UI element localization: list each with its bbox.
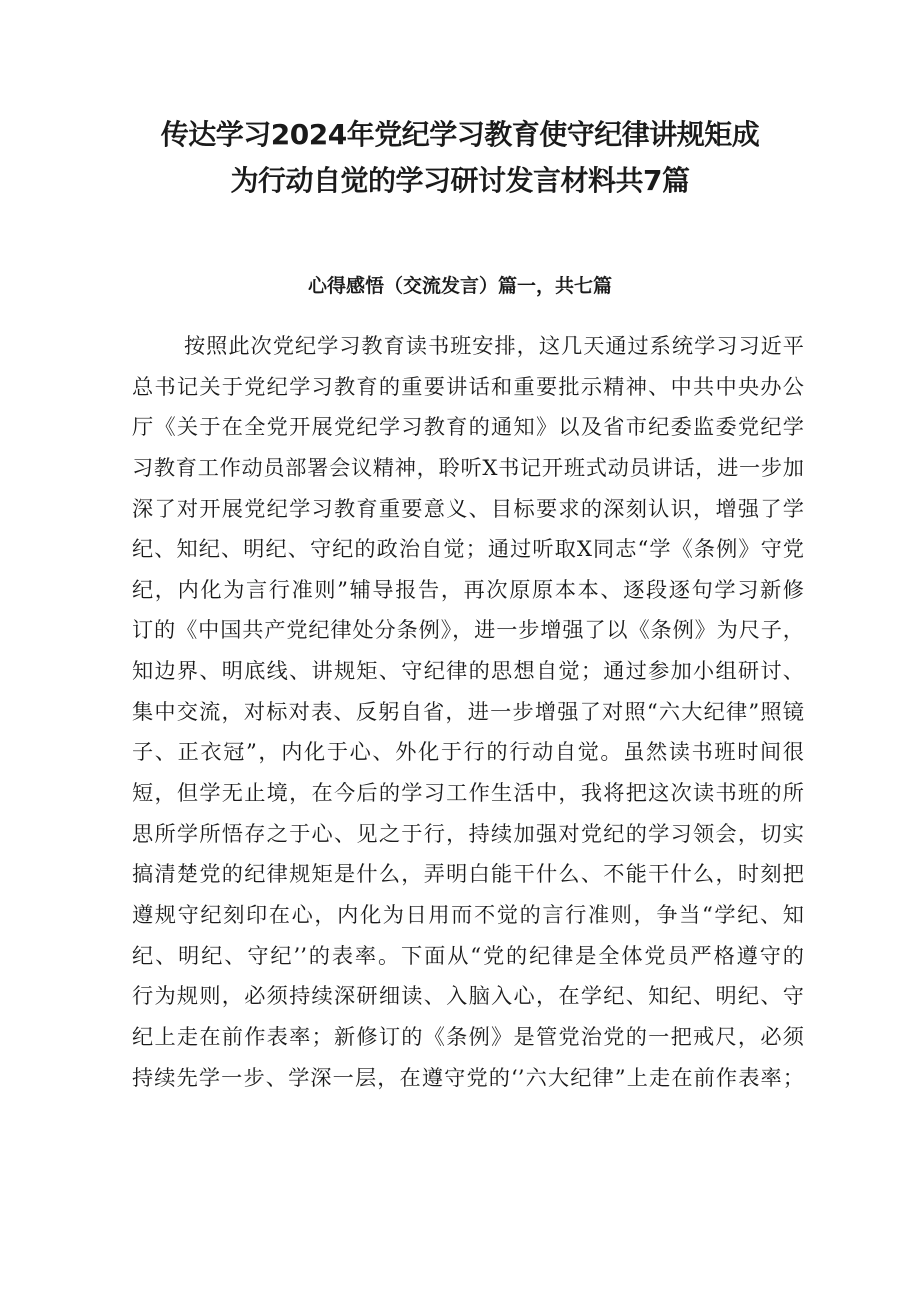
title-line-2: 为行动自觉的学习研讨发言材料共7篇 bbox=[230, 164, 690, 197]
paragraph-line: 思所学所悟存之于心、见之于行，持续加强对党纪的学习领会，切实 bbox=[132, 820, 804, 846]
paragraph-line: 知边界、明底线、讲规矩、守纪律的思想自觉；通过参加小组研讨、 bbox=[132, 658, 804, 684]
body-paragraph bbox=[132, 326, 804, 1098]
paragraph-line: 短，但学无止境，在今后的学习工作生活中，我将把这次读书班的所 bbox=[132, 780, 804, 806]
paragraph-line: 深了对开展党纪学习教育重要意义、目标要求的深刻认识，增强了学 bbox=[132, 495, 804, 521]
paragraph-line: 遵规守纪刻印在心，内化为日用而不觉的言行准则，争当“学纪、知 bbox=[132, 901, 804, 927]
paragraph-line: 总书记关于党纪学习教育的重要讲话和重要批示精神、中共中央办公 bbox=[132, 373, 804, 399]
paragraph-line: 持续先学一步、学深一层，在遵守党的‘’六大纪律”上走在前作表率； bbox=[132, 1064, 804, 1090]
paragraph-line: 按照此次党纪学习教育读书班安排，这几天通过系统学习习近平 bbox=[184, 333, 804, 358]
paragraph-line: 纪，内化为言行准则”辅导报告，再次原原本本、逐段逐句学习新修 bbox=[132, 576, 804, 602]
section-heading: 心得感悟（交流发言）篇一，共七篇 bbox=[307, 275, 612, 297]
paragraph-line: 搞清楚党的纪律规矩是什么，弄明白能干什么、不能干什么，时刻把 bbox=[132, 861, 804, 887]
paragraph-line: 纪、知纪、明纪、守纪的政治自觉；通过听取X同志“学《条例》守党 bbox=[132, 536, 804, 562]
paragraph-line: 纪上走在前作表率；新修订的《条例》是管党治党的一把戒尺，必须 bbox=[132, 1023, 804, 1049]
paragraph-line: 子、正衣冠”，内化于心、外化于行的行动自觉。虽然读书班时间很 bbox=[132, 739, 804, 765]
paragraph-line: 纪、明纪、守纪’’的表率。下面从“党的纪律是全体党员严格遵守的 bbox=[132, 942, 804, 968]
title-line-1: 传达学习2024年党纪学习教育使守纪律讲规矩成 bbox=[160, 118, 760, 151]
paragraph-line: 行为规则，必须持续深研细读、入脑入心，在学纪、知纪、明纪、守 bbox=[132, 983, 804, 1009]
document-title bbox=[140, 112, 780, 204]
paragraph-line: 订的《中国共产党纪律处分条例》，进一步增强了以《条例》为尺子， bbox=[132, 617, 804, 643]
paragraph-line: 厅《关于在全党开展党纪学习教育的通知》以及省市纪委监委党纪学 bbox=[132, 414, 804, 440]
paragraph-line: 习教育工作动员部署会议精神，聆听X书记开班式动员讲话，进一步加 bbox=[132, 454, 804, 480]
paragraph-line: 集中交流，对标对表、反躬自省，进一步增强了对照“六大纪律”照镜 bbox=[132, 698, 804, 724]
